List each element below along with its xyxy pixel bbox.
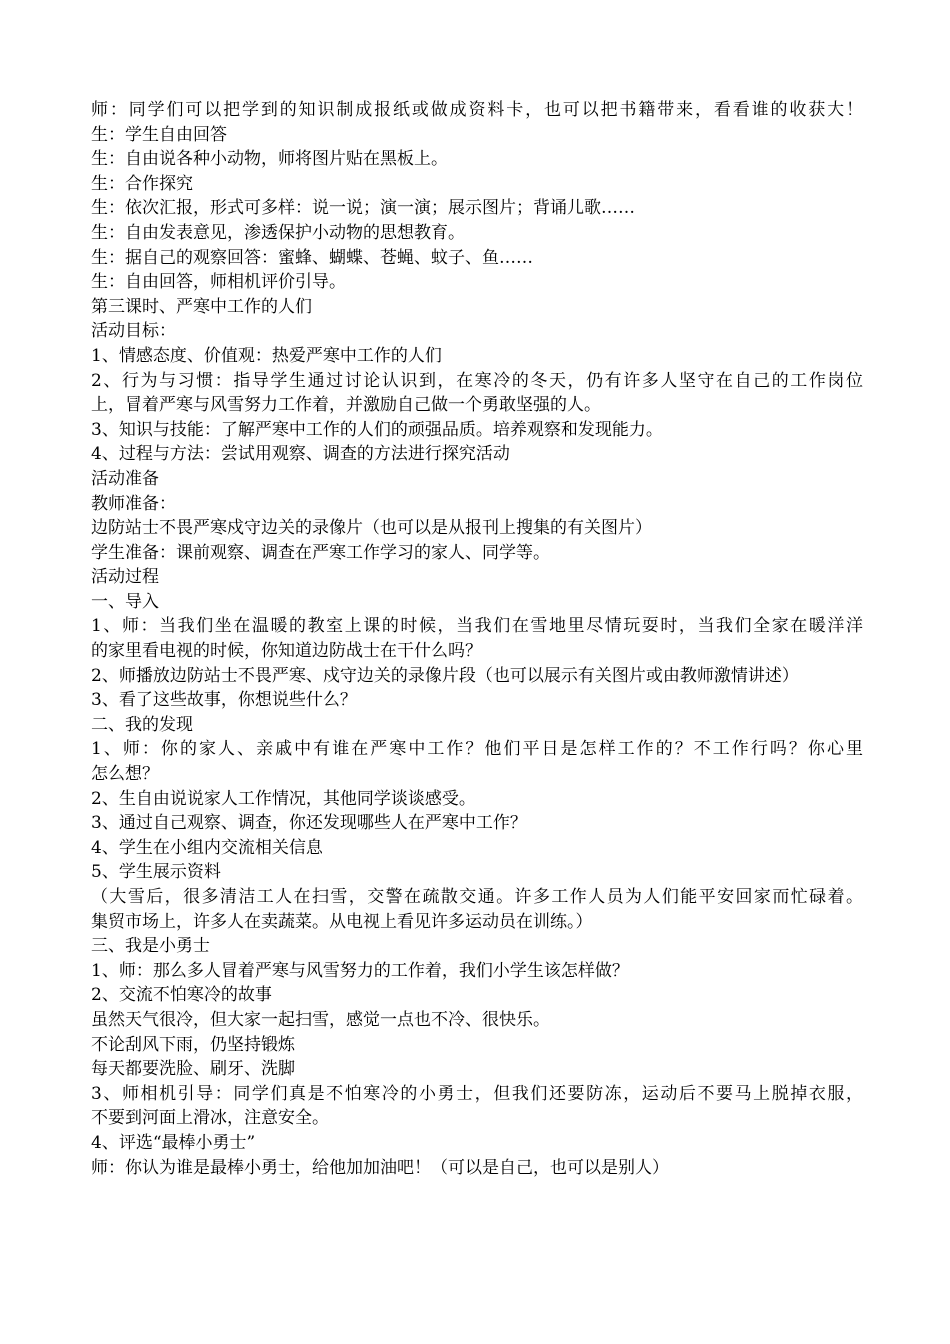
text-line: 2、生自由说说家人工作情况，其他同学谈谈感受。: [91, 788, 476, 809]
text-line: 生：据自己的观察回答：蜜蜂、蝴蝶、苍蝇、蚊子、鱼……: [91, 247, 533, 268]
text-line: 二、我的发现: [91, 714, 193, 735]
text-line: 生：自由回答，师相机评价引导。: [91, 272, 346, 293]
text-line: 一、导入: [91, 591, 159, 612]
text-line: （大雪后，很多清洁工人在扫雪，交警在疏散交通。许多工作人员为人们能平安回家而忙碌着。: [91, 887, 863, 907]
text-line: 1、师：你的家人、亲戚中有谁在严寒中工作？他们平日是怎样工作的？不工作行吗？你心里: [91, 739, 863, 760]
text-line: 1、情感态度、价值观：热爱严寒中工作的人们: [91, 345, 442, 366]
text-line: 生：学生自由回答: [91, 124, 227, 145]
text-line: 学生准备：课前观察、调查在严寒工作学习的家人、同学等。: [91, 542, 550, 563]
text-line: 不论刮风下雨，仍坚持锻炼: [91, 1034, 295, 1055]
text-line: 生：依次汇报，形式可多样：说一说；演一演；展示图片；背诵儿歌……: [91, 198, 635, 219]
text-line: 的家里看电视的时候，你知道边防战士在干什么吗？: [91, 641, 482, 662]
text-line: 3、师相机引导：同学们真是不怕寒冷的小勇士，但我们还要防冻，运动后不要马上脱掉衣服，: [91, 1083, 863, 1104]
text-line: 师：你认为谁是最棒小勇士，给他加加油吧！（可以是自己，也可以是别人）: [91, 1157, 669, 1178]
text-line: 不要到河面上滑冰，注意安全。: [91, 1108, 329, 1129]
text-line: 1、师：那么多人冒着严寒与风雪努力的工作着，我们小学生该怎样做？: [91, 960, 629, 981]
text-line: 边防站士不畏严寒戍守边关的录像片（也可以是从报刊上搜集的有关图片）: [91, 518, 652, 539]
text-line: 4、学生在小组内交流相关信息: [91, 837, 323, 858]
text-line: 2、师播放边防站士不畏严寒、戍守边关的录像片段（也可以展示有关图片或由教师激情讲述）: [91, 665, 799, 686]
text-line: 教师准备：: [91, 493, 176, 514]
text-line: 活动过程: [91, 567, 159, 588]
text-line: 3、看了这些故事，你想说些什么？: [91, 690, 357, 711]
document-body: [91, 98, 863, 1180]
text-line: 怎么想？: [91, 764, 159, 785]
text-line: 上，冒着严寒与风雪努力工作着，并激励自己做一个勇敢坚强的人。: [91, 395, 601, 416]
text-line: 第三课时、严寒中工作的人们: [91, 296, 312, 317]
text-line: 集贸市场上，许多人在卖蔬菜。从电视上看见许多运动员在训练。）: [91, 911, 593, 932]
text-line: 5、学生展示资料: [91, 862, 221, 883]
text-line: 1、师：当我们坐在温暖的教室上课的时候，当我们在雪地里尽情玩耍时，当我们全家在暖洋洋: [91, 616, 863, 637]
text-line: 三、我是小勇士: [91, 936, 210, 957]
text-line: 2、交流不怕寒冷的故事: [91, 985, 272, 1006]
text-line: 3、知识与技能：了解严寒中工作的人们的顽强品质。培养观察和发现能力。: [91, 419, 663, 440]
text-line: 4、过程与方法：尝试用观察、调查的方法进行探究活动: [91, 444, 510, 465]
text-line: 师：同学们可以把学到的知识制成报纸或做成资料卡，也可以把书籍带来，看看谁的收获大！: [91, 100, 863, 120]
text-line: 每天都要洗脸、刷牙、洗脚: [91, 1059, 295, 1080]
text-line: 虽然天气很冷，但大家一起扫雪，感觉一点也不冷、很快乐。: [91, 1009, 550, 1030]
text-line: 活动准备: [91, 468, 159, 489]
text-line: 2、行为与习惯：指导学生通过讨论认识到，在寒冷的冬天，仍有许多人坚守在自己的工作岗位: [91, 370, 863, 391]
text-line: 生：自由发表意见，渗透保护小动物的思想教育。: [91, 222, 465, 243]
text-line: 生：自由说各种小动物，师将图片贴在黑板上。: [91, 149, 448, 170]
text-line: 生：合作探究: [91, 173, 193, 194]
text-line: 活动目标：: [91, 321, 176, 342]
text-line: 4、评选“最棒小勇士”: [91, 1132, 256, 1153]
text-line: 3、通过自己观察、调查，你还发现哪些人在严寒中工作？: [91, 813, 527, 834]
